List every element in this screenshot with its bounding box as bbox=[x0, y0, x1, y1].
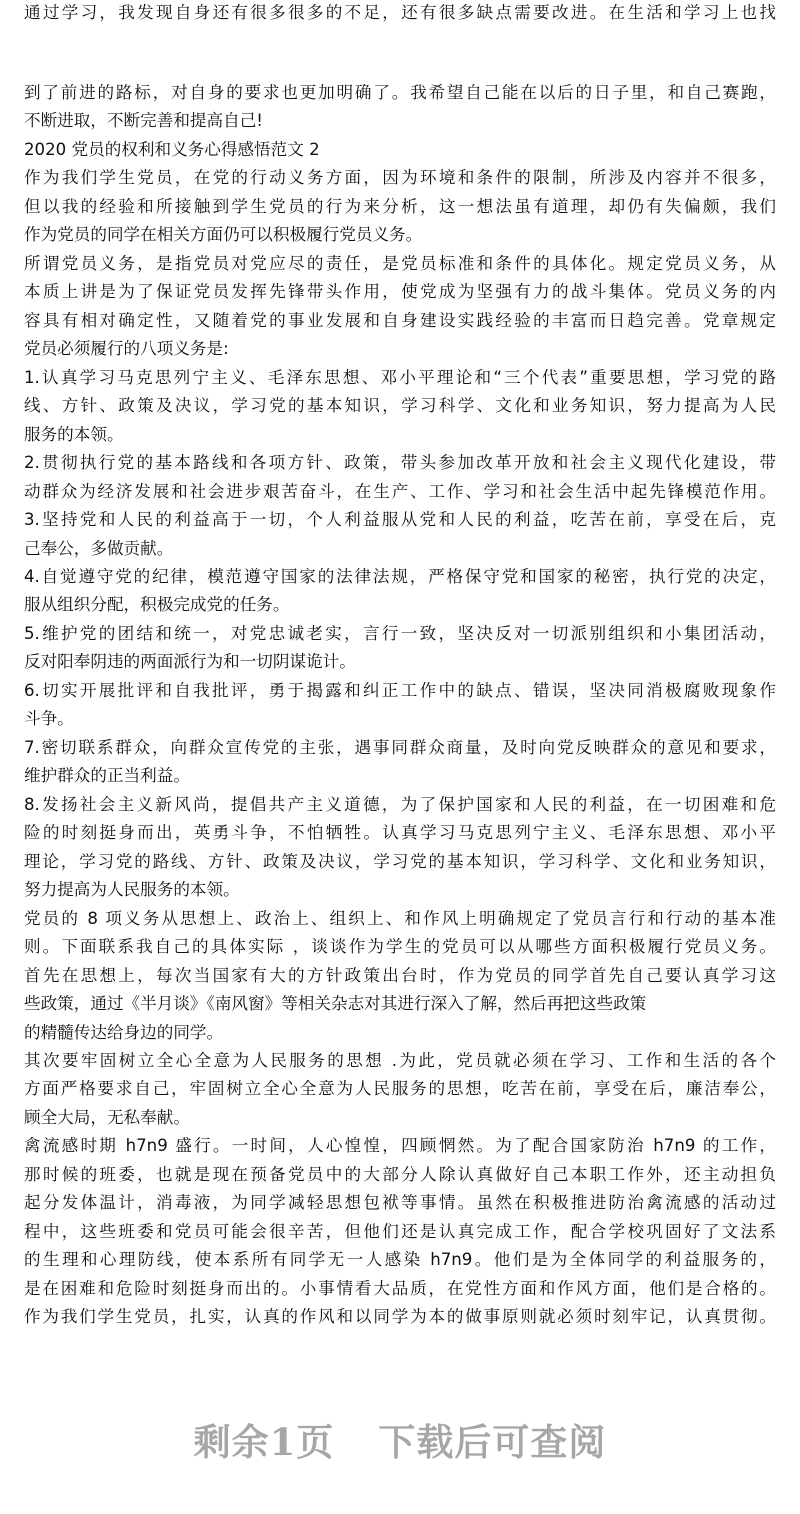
text-line: 起分发体温计，消毒液，为同学减轻思想包袱等事情。虽然在积极推进防治禽流感的活动过 bbox=[24, 1193, 776, 1213]
text-line: 4.自觉遵守党的纪律，模范遵守国家的法律法规，严格保守党和国家的秘密，执行党的决定， bbox=[24, 566, 776, 586]
text-line: 不断进取，不断完善和提高自己! bbox=[24, 111, 263, 131]
text-line: 些政策，通过《半月谈》《南风窗》等相关杂志对其进行深入了解，然后再把这些政策 bbox=[24, 994, 647, 1014]
text-line: 但以我的经验和所接触到学生党员的行为来分析，这一想法虽有道理，却仍有失偏颇，我们 bbox=[24, 196, 776, 216]
text-line: 8.发扬社会主义新风尚，提倡共产主义道德，为了保护国家和人民的利益，在一切困难和危 bbox=[24, 794, 776, 814]
text-line: 努力提高为人民服务的本领。 bbox=[24, 880, 240, 900]
text-line: 程中，这些班委和党员可能会很辛苦，但他们还是认真完成工作，配合学校巩固好了文法系 bbox=[24, 1221, 776, 1241]
text-line: 动群众为经济发展和社会进步艰苦奋斗，在生产、工作、学习和社会生活中起先锋模范作用。 bbox=[24, 481, 776, 501]
text-line: 那时候的班委，也就是现在预备党员中的大部分人除认真做好自己本职工作外，还主动担负 bbox=[24, 1164, 776, 1184]
text-line: 作为我们学生党员，扎实，认真的作风和以同学为本的做事原则就必须时刻牢记，认真贯彻。 bbox=[24, 1307, 776, 1327]
text-line: 服务的本领。 bbox=[24, 424, 124, 444]
download-prompt[interactable] bbox=[0, 1412, 800, 1466]
text-line: 党员必须履行的八项义务是: bbox=[24, 339, 229, 359]
text-line: 服从组织分配，积极完成党的任务。 bbox=[24, 595, 290, 615]
text-line: 3.坚持党和人民的利益高于一切，个人利益服从党和人民的利益，吃苦在前，享受在后，克 bbox=[24, 510, 776, 530]
text-line: 顾全大局，无私奉献。 bbox=[24, 1107, 190, 1127]
text-line: 6.切实开展批评和自我批评，勇于揭露和纠正工作中的缺点、错误，坚决同消极腐败现象作 bbox=[24, 680, 776, 700]
text-line: 作为我们学生党员，在党的行动义务方面，因为环境和条件的限制，所涉及内容并不很多， bbox=[24, 168, 776, 188]
text-line: 反对阳奉阴违的两面派行为和一切阴谋诡计。 bbox=[24, 652, 356, 672]
text-line: 作为党员的同学在相关方面仍可以积极履行党员义务。 bbox=[24, 225, 423, 245]
text-line: 的精髓传达给身边的同学。 bbox=[24, 1022, 224, 1042]
text-line: 到了前进的路标，对自身的要求也更加明确了。我希望自己能在以后的日子里，和自己赛跑， bbox=[24, 83, 776, 102]
text-line: 理论，学习党的路线、方针、政策及决议，学习党的基本知识，学习科学、文化和业务知识， bbox=[24, 851, 776, 871]
text-line: 禽流感时期 h7n9 盛行。一时间，人心惶惶，四顾惘然。为了配合国家防治 h7n9 的工作， bbox=[24, 1136, 776, 1156]
text-line: 其次要牢固树立全心全意为人民服务的思想 .为此，党员就必须在学习、工作和生活的各个 bbox=[24, 1050, 776, 1070]
text-line: 斗争。 bbox=[24, 709, 74, 729]
remaining-pages-label: 剩余1页 bbox=[193, 1420, 335, 1464]
text-line: 2.贯彻执行党的基本路线和各项方针、政策，带头参加改革开放和社会主义现代化建设，带 bbox=[24, 453, 776, 473]
text-line: 险的时刻挺身而出，英勇斗争，不怕牺牲。认真学习马克思列宁主义、毛泽东思想、邓小平 bbox=[24, 823, 776, 843]
text-line: 容具有相对确定性，又随着党的事业发展和自身建设实践经验的丰富而日趋完善。党章规定 bbox=[24, 310, 776, 330]
text-line: 维护群众的正当利益。 bbox=[24, 766, 190, 786]
text-line: 己奉公，多做贡献。 bbox=[24, 538, 174, 558]
text-line: 1.认真学习马克思列宁主义、毛泽东思想、邓小平理论和“三个代表”重要思想，学习党的路 bbox=[24, 367, 776, 387]
text-line: 方面严格要求自己，牢固树立全心全意为人民服务的思想，吃苦在前，享受在后，廉洁奉公， bbox=[24, 1079, 776, 1099]
text-line: 通过学习，我发现自身还有很多很多的不足，还有很多缺点需要改进。在生活和学习上也找 bbox=[24, 3, 776, 22]
text-line: 2020 党员的权利和义务心得感悟范文 2 bbox=[24, 139, 320, 159]
text-line: 所谓党员义务，是指党员对党应尽的责任，是党员标准和条件的具体化。规定党员义务，从 bbox=[24, 253, 776, 273]
text-line: 线、方针、政策及决议，学习党的基本知识，学习科学、文化和业务知识，努力提高为人民 bbox=[24, 396, 776, 416]
text-line: 则。下面联系我自己的具体实际 ，谈谈作为学生的党员可以从哪些方面积极履行党员义务。 bbox=[24, 937, 776, 957]
text-line: 是在困难和危险时刻挺身而出的。小事情看大品质，在党性方面和作风方面，他们是合格的。 bbox=[24, 1278, 776, 1298]
text-line: 本质上讲是为了保证党员发挥先锋带头作用，使党成为坚强有力的战斗集体。党员义务的内 bbox=[24, 282, 776, 302]
text-line: 的生理和心理防线，使本系所有同学无一人感染 h7n9。他们是为全体同学的利益服务的， bbox=[24, 1250, 776, 1270]
text-line: 7.密切联系群众，向群众宣传党的主张，遇事同群众商量，及时向党反映群众的意见和要求， bbox=[24, 737, 776, 757]
text-line: 党员的 8 项义务从思想上、政治上、组织上、和作风上明确规定了党员言行和行动的基本准 bbox=[24, 908, 776, 928]
download-hint-label: 下载后可查阅 bbox=[378, 1420, 607, 1464]
text-line: 首先在思想上，每次当国家有大的方针政策出台时，作为党员的同学首先自己要认真学习这 bbox=[24, 965, 776, 985]
text-line: 5.维护党的团结和统一，对党忠诚老实，言行一致，坚决反对一切派别组织和小集团活动， bbox=[24, 623, 776, 643]
